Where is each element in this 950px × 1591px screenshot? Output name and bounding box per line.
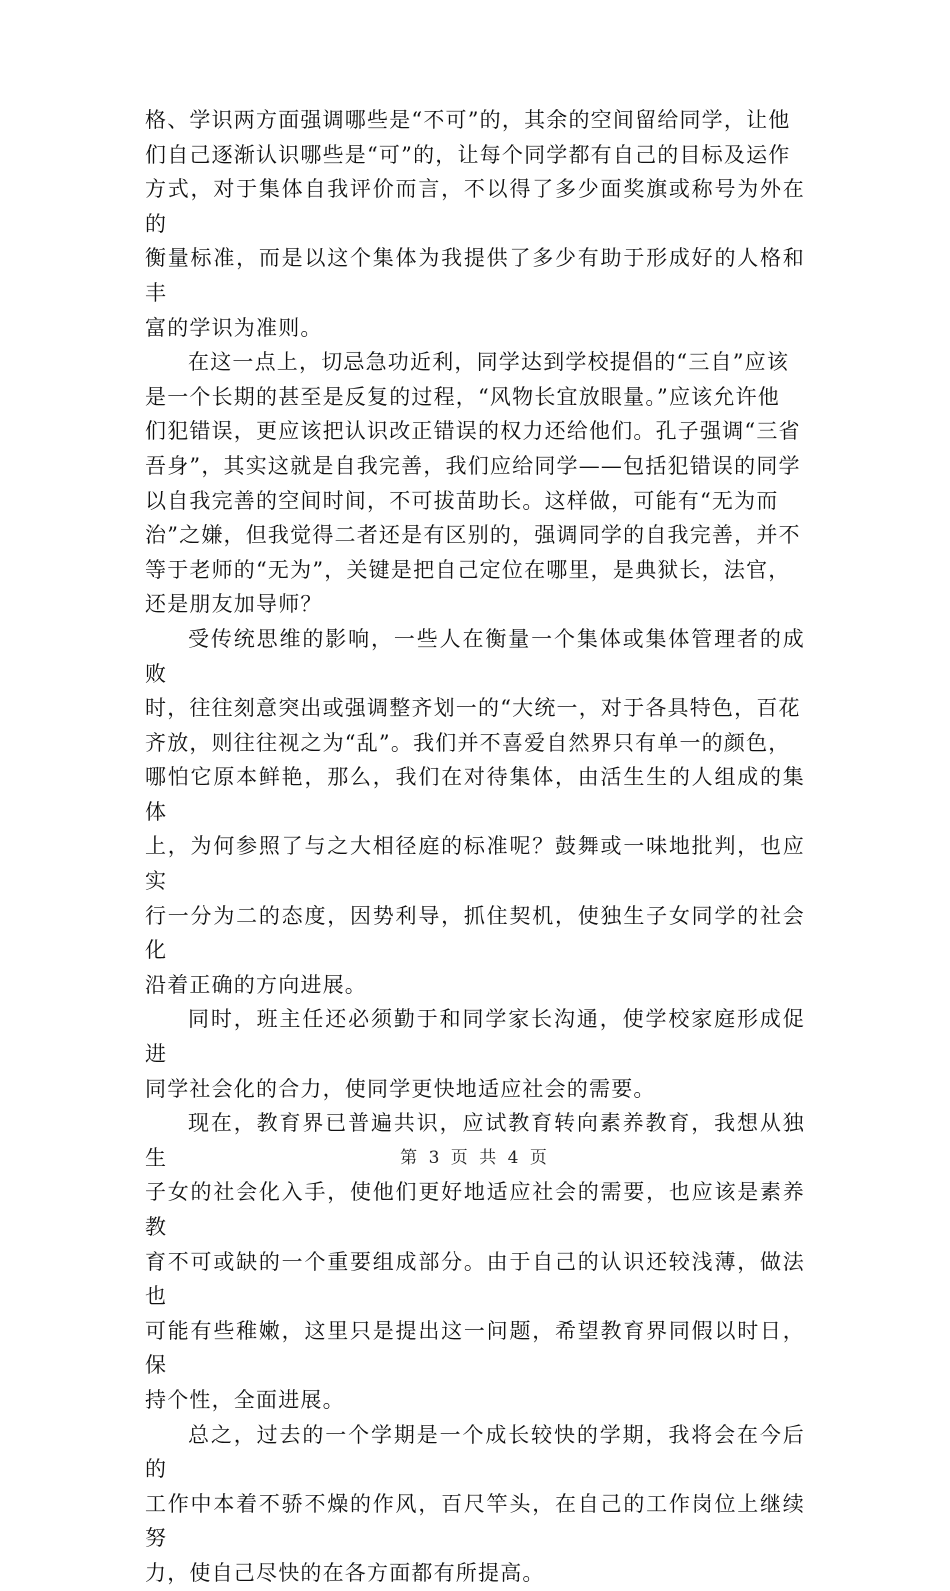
line: 方式，对于集体自我评价而言，不以得了多少面奖旗或称号为外在的 <box>145 177 805 236</box>
line: 育不可或缺的一个重要组成部分。由于自己的认识还较浅薄，做法也 <box>145 1249 805 1309</box>
line: 是一个长期的甚至是反复的过程，“风物长宜放眼量。”应该允许他 <box>145 384 780 409</box>
line: 力，使自己尽快的在各方面都有所提高。 <box>145 1560 545 1585</box>
line: 们犯错误，更应该把认识改正错误的权力还给他们。孔子强调“三省 <box>145 419 801 444</box>
line: 在这一点上，切忌急功近利，同学达到学校提倡的“三自”应该 <box>188 350 790 375</box>
line: 同学社会化的合力，使同学更快地适应社会的需要。 <box>145 1076 656 1101</box>
line: 以自我完善的空间时间，不可拔苗助长。这样做，可能有“无为而 <box>145 488 779 513</box>
line: 总之，过去的一个学期是一个成长较快的学期，我将会在今后的 <box>145 1422 805 1482</box>
line: 现在，教育界已普遍共识，应试教育转向素养教育，我想从独生 <box>145 1111 805 1170</box>
line: 受传统思维的影响，一些人在衡量一个集体或集体管理者的成败 <box>145 626 805 686</box>
line: 可能有些稚嫩，这里只是提出这一问题，希望教育界同假以时日，保 <box>145 1318 805 1378</box>
line: 行一分为二的态度，因势利导，抓住契机，使独生子女同学的社会化 <box>145 903 805 963</box>
line: 沿着正确的方向进展。 <box>145 972 367 997</box>
line: 工作中本着不骄不燥的作风，百尺竿头，在自己的工作岗位上继续努 <box>145 1491 805 1551</box>
page-number-footer: 第 3 页 共 4 页 <box>400 1148 550 1168</box>
line: 吾身”，其实这就是自我完善，我们应给同学——包括犯错误的同学 <box>145 453 801 478</box>
paragraph-2 <box>145 345 805 622</box>
line: 们自己逐渐认识哪些是“可”的，让每个同学都有自己的目标及运作 <box>145 142 791 167</box>
line: 衡量标准，而是以这个集体为我提供了多少有助于形成好的人格和丰 <box>145 246 805 305</box>
line: 格、学识两方面强调哪些是“不可”的，其余的空间留给同学，让他 <box>145 108 791 132</box>
line: 子女的社会化入手，使他们更好地适应社会的需要，也应该是素养教 <box>145 1180 805 1239</box>
document-body <box>145 103 805 1591</box>
paragraph-1 <box>145 103 805 345</box>
line: 哪怕它原本鲜艳，那么，我们在对待集体，由活生生的人组成的集体 <box>145 765 805 824</box>
line: 等于老师的“无为”，关键是把自己定位在哪里，是典狱长，法官， <box>145 557 791 582</box>
paragraph-6 <box>145 1418 805 1591</box>
paragraph-3 <box>145 622 805 1003</box>
line: 同时，班主任还必须勤于和同学家长沟通，使学校家庭形成促进 <box>145 1007 805 1067</box>
line: 上，为何参照了与之大相径庭的标准呢？鼓舞或一味地批判，也应实 <box>145 834 805 894</box>
line: 时，往往刻意突出或强调整齐划一的“大统一，对于各具特色，百花 <box>145 696 801 721</box>
paragraph-4 <box>145 1002 805 1106</box>
line: 齐放，则往往视之为“乱”。我们并不喜爱自然界只有单一的颜色， <box>145 730 791 755</box>
line: 治”之嫌，但我觉得二者还是有区别的，强调同学的自我完善，并不 <box>145 523 801 548</box>
line: 持个性，全面进展。 <box>145 1387 345 1412</box>
line: 还是朋友加导师？ <box>145 592 323 617</box>
line: 富的学识为准则。 <box>145 315 323 340</box>
